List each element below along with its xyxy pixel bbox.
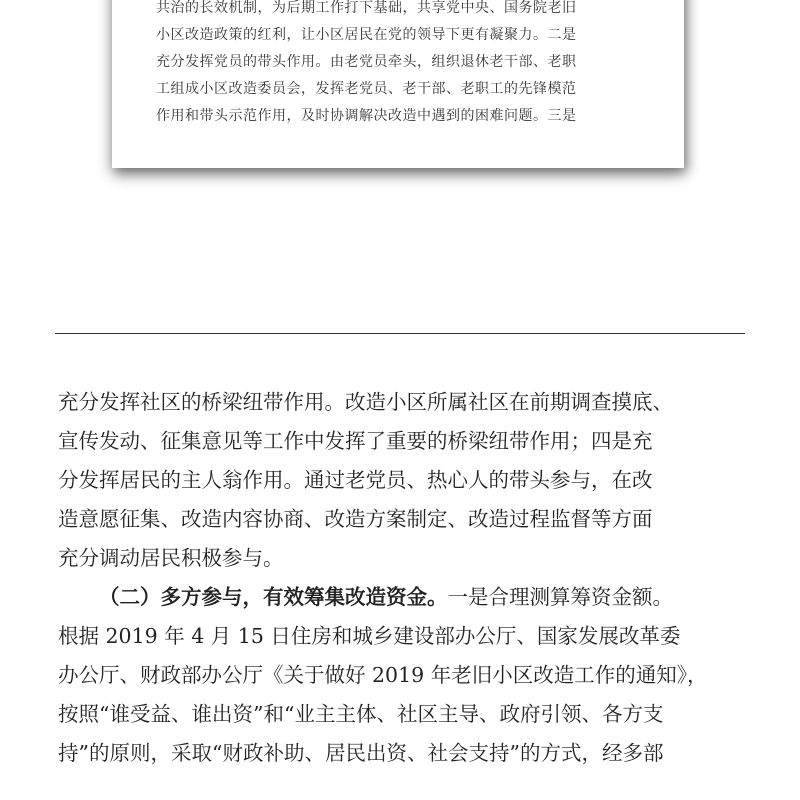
section-two-first-sentence: 一是合理测算筹资金额。 [447, 585, 673, 609]
body-line: 充分调动居民积极参与。 [58, 546, 284, 570]
body-line: 充分发挥社区的桥梁纽带作用。改造小区所属社区在前期调查摸底、 [58, 390, 673, 414]
preview-line: 工组成小区改造委员会，发挥老党员、老干部、老职工的先锋模范 [156, 81, 577, 97]
body-line: 按照“谁受益、谁出资”和“业主主体、社区主导、政府引领、各方支 [58, 702, 664, 726]
section-two-first-line [58, 578, 758, 617]
body-line: 分发挥居民的主人翁作用。通过老党员、热心人的带头参与，在改 [58, 468, 653, 492]
preview-line: 充分发挥党员的带头作用。由老党员牵头，组织退休老干部、老职 [156, 54, 577, 70]
document-body [58, 383, 758, 773]
page-divider [55, 333, 745, 334]
document-preview-card [112, 0, 684, 168]
section-two-heading: （二）多方参与，有效筹集改造资金。 [99, 585, 448, 609]
preview-line: 作用和带头示范作用，及时协调解决改造中遇到的困难问题。三是 [156, 108, 577, 124]
preview-line: 共治的长效机制，为后期工作打下基础，共享党中央、国务院老旧 [156, 0, 577, 16]
body-line: 根据 2019 年 4 月 15 日住房和城乡建设部办公厅、国家发展改革委 [58, 624, 681, 648]
body-line: 造意愿征集、改造内容协商、改造方案制定、改造过程监督等方面 [58, 507, 653, 531]
body-line: 办公厅、财政部办公厅《关于做好 2019 年老旧小区改造工作的通知》， [58, 663, 708, 687]
body-line: 持”的原则，采取“财政补助、居民出资、社会支持”的方式，经多部 [58, 741, 664, 765]
preview-line: 小区改造政策的红利，让小区居民在党的领导下更有凝聚力。二是 [156, 27, 577, 43]
body-line: 宣传发动、征集意见等工作中发挥了重要的桥梁纽带作用；四是充 [58, 429, 653, 453]
